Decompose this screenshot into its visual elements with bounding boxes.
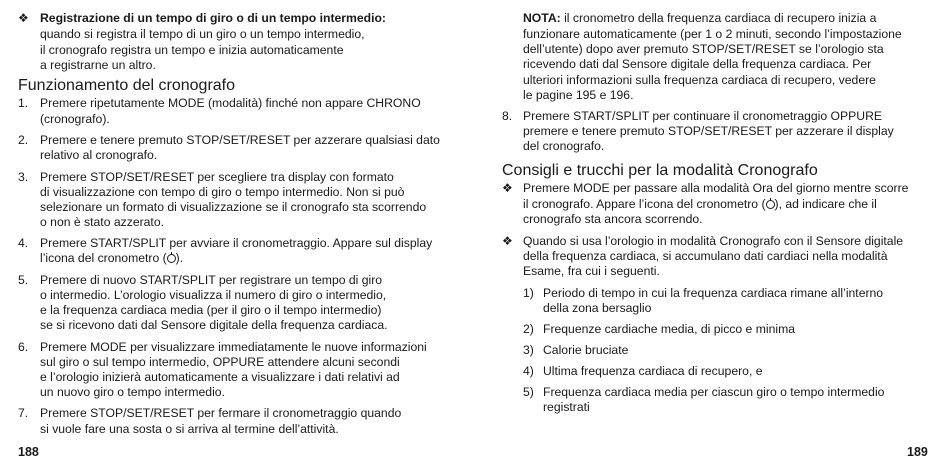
step-1-line-2: (cronografo). bbox=[40, 112, 110, 126]
sub-item-3-line-1: Calorie bruciate bbox=[543, 343, 629, 357]
stopwatch-icon bbox=[766, 200, 775, 209]
step-number: 3. bbox=[18, 170, 29, 184]
lap-split-title: Registrazione di un tempo di giro o di un tempo intermedio: bbox=[40, 11, 386, 25]
lap-split-line-2: il cronografo registra un tempo e inizia automaticamente bbox=[40, 43, 344, 57]
tip-1-icon-text-pre: il cronografo. Appare l’icona del cronometro ( bbox=[523, 197, 766, 211]
note-line-4: ricevendo dati dal Sensore digitale della frequenza cardiaca. Per bbox=[523, 57, 872, 71]
step-6-line-2: sul giro o sul tempo intermedio, OPPURE attendere alcuni secondi bbox=[40, 355, 400, 369]
step-4-icon-text-pre: l’icona del cronometro ( bbox=[40, 251, 167, 265]
step-5-line-4: se si ricevono dati dal Sensore digitale della frequenza cardiaca. bbox=[40, 318, 388, 332]
step-6-line-1: Premere MODE per visualizzare immediatamente le nuove informazioni bbox=[40, 340, 427, 354]
sub-item-5-line-1: Frequenza cardiaca media per ciascun giro o tempo intermedio bbox=[543, 385, 885, 399]
section-heading-chrono: Funzionamento del cronografo bbox=[18, 77, 236, 94]
step-number: 6. bbox=[18, 340, 29, 354]
sub-item-1-line-1: Periodo di tempo in cui la frequenza cardiaca rimane all’interno bbox=[543, 286, 884, 300]
step-number: 1. bbox=[18, 96, 29, 110]
sub-item-2-line-1: Frequenze cardiache media, di picco e minima bbox=[543, 322, 795, 336]
step-8-line-3: del cronografo. bbox=[523, 139, 605, 153]
tip-1-line-2 bbox=[523, 197, 877, 213]
sub-item-number: 5) bbox=[523, 385, 534, 399]
step-7-line-2: si vuole fare una sosta o si arriva al termine dell’attività. bbox=[40, 422, 339, 436]
step-5-line-2: o intermedio. L’orologio visualizza il numero di giro o intermedio, bbox=[40, 288, 387, 302]
diamond-bullet-icon: ❖ bbox=[502, 181, 513, 195]
note-label: NOTA: bbox=[523, 11, 561, 25]
step-number: 5. bbox=[18, 273, 29, 287]
tip-2-line-1: Quando si usa l’orologio in modalità Cronografo con il Sensore digitale bbox=[523, 234, 904, 248]
note-line-6: le pagine 195 e 196. bbox=[523, 88, 634, 102]
step-number: 2. bbox=[18, 133, 29, 147]
step-5-line-1: Premere di nuovo START/SPLIT per registrare un tempo di giro bbox=[40, 273, 383, 287]
sub-item-number: 3) bbox=[523, 343, 534, 357]
step-8-line-1: Premere START/SPLIT per continuare il cronometraggio OPPURE bbox=[523, 109, 883, 123]
step-8-line-2: premere e tenere premuto STOP/SET/RESET per azzerare il display bbox=[523, 124, 894, 138]
stopwatch-icon bbox=[167, 254, 176, 263]
lap-split-line-1: quando si registra il tempo di un giro o un tempo intermedio, bbox=[40, 27, 365, 41]
step-4-icon-text-post: ). bbox=[175, 251, 184, 265]
section-heading-tips: Consigli e trucchi per la modalità Cronografo bbox=[502, 162, 818, 179]
step-3-line-2: di visualizzazione con tempo di giro o tempo intermedio. Non si può bbox=[40, 185, 405, 199]
diamond-bullet-icon: ❖ bbox=[502, 234, 513, 248]
note-line-3: dell’utente) dopo aver premuto STOP/SET/RESET se l’orologio sta bbox=[523, 42, 884, 56]
tip-1-line-3: cronografo sta ancora scorrendo. bbox=[523, 212, 703, 226]
step-7-line-1: Premere STOP/SET/RESET per fermare il cronometraggio quando bbox=[40, 406, 402, 420]
step-3-line-4: o non è stato azzerato. bbox=[40, 215, 164, 229]
step-1-line-1: Premere ripetutamente MODE (modalità) finché non appare CHRONO bbox=[40, 96, 421, 110]
step-3-line-1: Premere STOP/SET/RESET per scegliere tra display con formato bbox=[40, 170, 394, 184]
step-3-line-3: selezionare un formato di visualizzazione se il cronografo sta scorrendo bbox=[40, 200, 427, 214]
tip-1-line-1: Premere MODE per passare alla modalità Ora del giorno mentre scorre bbox=[523, 181, 909, 195]
diamond-bullet-icon: ❖ bbox=[18, 11, 29, 25]
page-number-right: 189 bbox=[907, 445, 928, 459]
note-first-text: il cronometro della frequenza cardiaca di recupero inizia a bbox=[560, 11, 877, 25]
sub-item-5-line-2: registrati bbox=[543, 400, 590, 414]
lap-split-line-3: a registrarne un altro. bbox=[40, 58, 156, 72]
sub-item-4-line-1: Ultima frequenza cardiaca di recupero, e bbox=[543, 364, 763, 378]
tip-2-line-2: della frequenza cardiaca, si accumulano dati cardiaci nella modalità bbox=[523, 249, 888, 263]
page-number-left: 188 bbox=[18, 445, 39, 459]
step-4-line-2 bbox=[40, 251, 183, 267]
sub-item-number: 1) bbox=[523, 286, 534, 300]
right-page bbox=[475, 0, 950, 467]
sub-item-1-line-2: della zona bersaglio bbox=[543, 301, 652, 315]
step-2-line-2: relativo al cronografo. bbox=[40, 148, 158, 162]
step-2-line-1: Premere e tenere premuto STOP/SET/RESET per azzerare qualsiasi dato bbox=[40, 133, 440, 147]
tip-2-line-3: Esame, fra cui i seguenti. bbox=[523, 264, 660, 278]
step-5-line-3: e la frequenza cardiaca media (per il giro o il tempo intermedio) bbox=[40, 303, 382, 317]
step-number: 7. bbox=[18, 406, 29, 420]
step-4-line-1: Premere START/SPLIT per avviare il cronometraggio. Appare sul display bbox=[40, 236, 433, 250]
step-number: 4. bbox=[18, 236, 29, 250]
step-number: 8. bbox=[502, 109, 513, 123]
note-line-2: funzionare automaticamente (per 1 o 2 minuti, secondo l’impostazione bbox=[523, 27, 902, 41]
step-6-line-3: e l’orologio inizierà automaticamente a visualizzare i dati relativi ad bbox=[40, 370, 400, 384]
sub-item-number: 2) bbox=[523, 322, 534, 336]
tip-1-icon-text-post: ), ad indicare che il bbox=[774, 197, 877, 211]
step-6-line-4: un nuovo giro o tempo intermedio. bbox=[40, 385, 225, 399]
note-line-5: ulteriori informazioni sulla frequenza cardiaca di recupero, vedere bbox=[523, 73, 876, 87]
note-line-1 bbox=[523, 11, 876, 27]
sub-item-number: 4) bbox=[523, 364, 534, 378]
